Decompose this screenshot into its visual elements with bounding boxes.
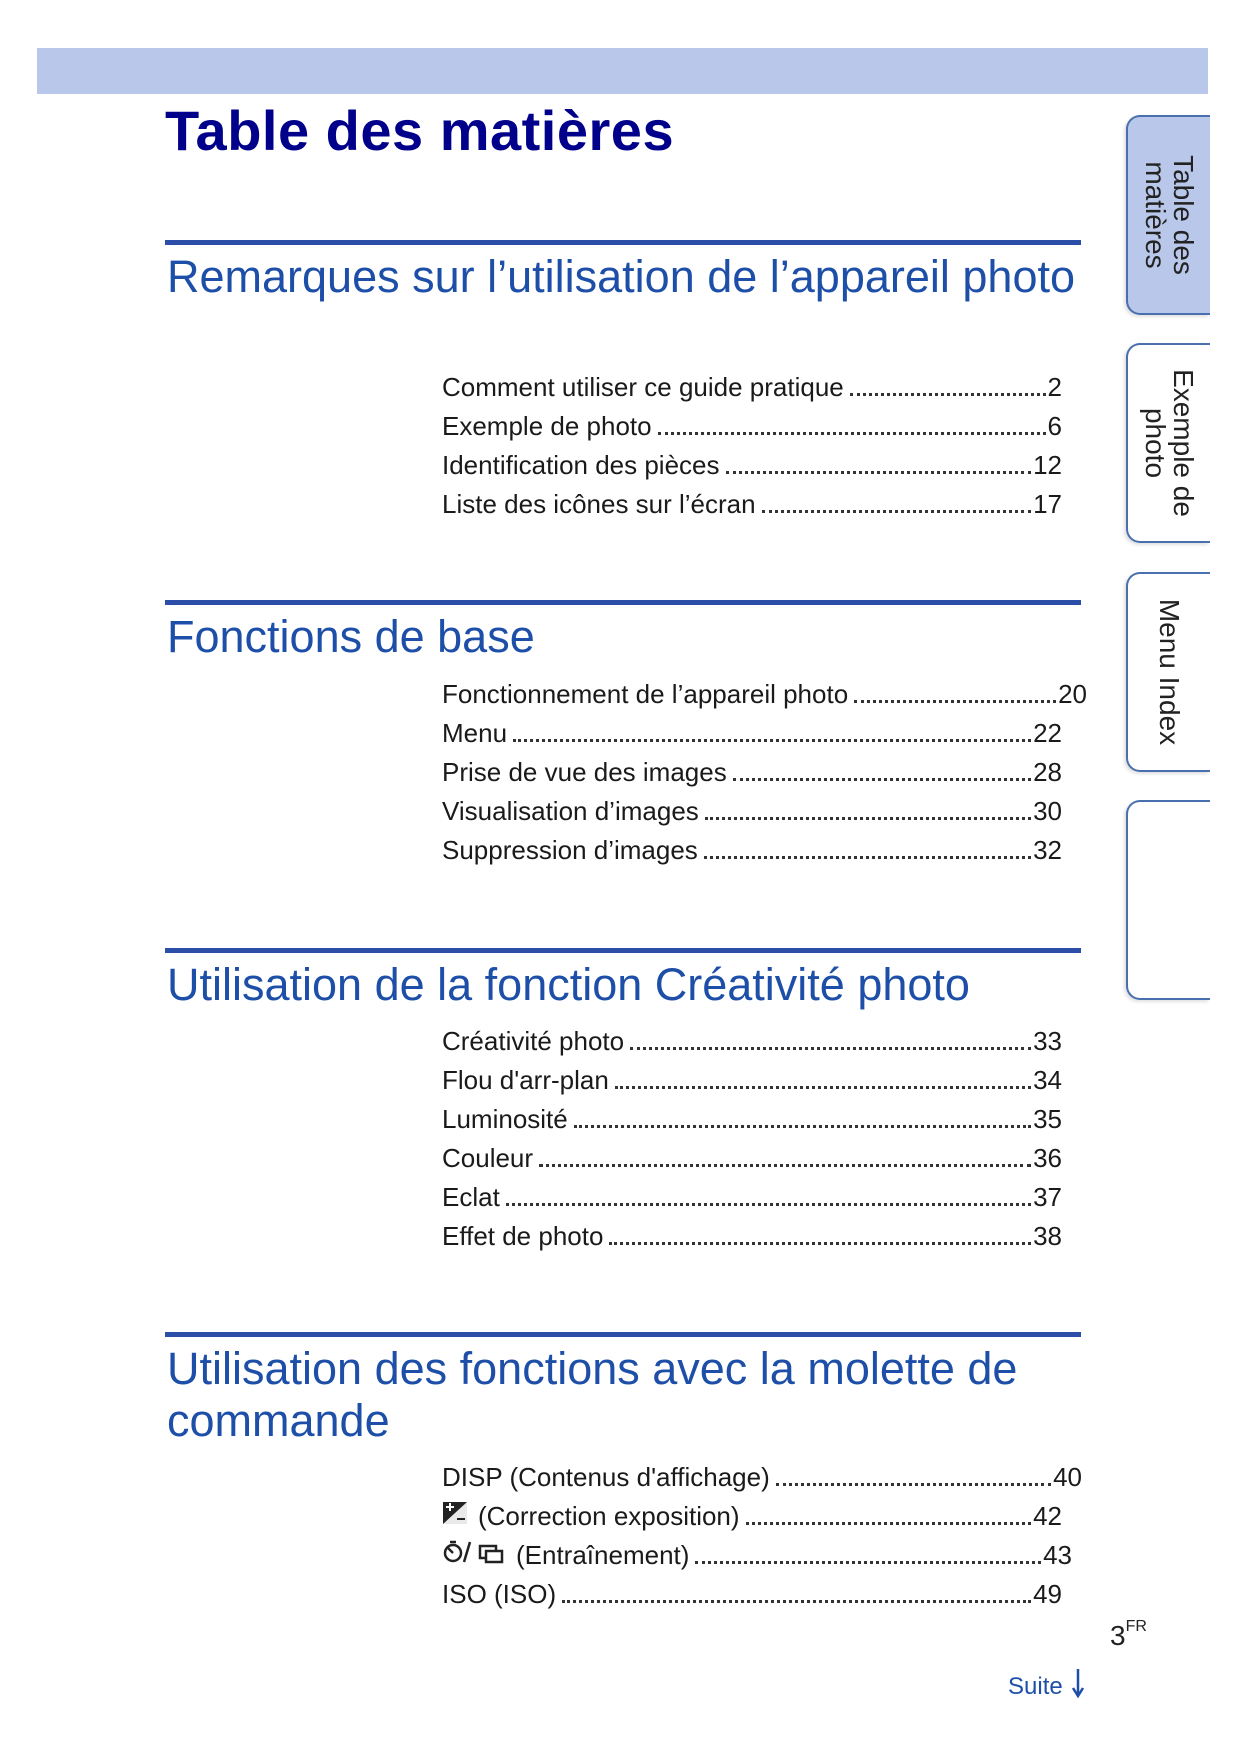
toc-entry-page: 42 — [1033, 1501, 1062, 1531]
toc-entry[interactable] — [442, 1061, 1062, 1100]
toc-entry-page: 17 — [1033, 489, 1062, 519]
toc-entry-label: Identification des pièces — [442, 450, 720, 480]
toc-entry[interactable] — [442, 753, 1062, 792]
toc-entry-page: 22 — [1033, 718, 1062, 748]
toc-entry-label: Prise de vue des images — [442, 757, 727, 787]
toc-entry-label: Visualisation d’images — [442, 796, 699, 826]
toc-list-remarques — [442, 368, 1062, 524]
suite-link[interactable] — [1008, 1668, 1085, 1705]
dot-leader — [850, 393, 1046, 396]
dot-leader — [854, 700, 1056, 703]
toc-entry-page: 35 — [1033, 1104, 1062, 1134]
toc-entry-label: Effet de photo — [442, 1221, 604, 1251]
toc-entry-label: Luminosité — [442, 1104, 568, 1134]
toc-entry-label: (Entraînement) — [516, 1540, 690, 1570]
toc-entry-label: Liste des icônes sur l’écran — [442, 489, 756, 519]
dot-leader — [705, 817, 1031, 820]
toc-entry[interactable] — [442, 1458, 1082, 1497]
section-molette-de-commande — [165, 1332, 1081, 1447]
toc-entry[interactable] — [442, 1536, 1072, 1575]
toc-entry-label: Comment utiliser ce guide pratique — [442, 372, 844, 402]
toc-list-molette-de-commande — [442, 1458, 1082, 1614]
header-band — [37, 48, 1208, 94]
toc-entry-page: 38 — [1033, 1221, 1062, 1251]
section-fonctions-de-base — [165, 600, 1081, 663]
toc-entry[interactable] — [442, 1139, 1062, 1178]
dot-leader — [733, 778, 1031, 781]
tab-label: Exemple de photo — [1140, 369, 1199, 517]
toc-entry-label: Fonctionnement de l’appareil photo — [442, 679, 849, 709]
toc-entry-page: 49 — [1033, 1579, 1062, 1609]
toc-entry-page: 36 — [1033, 1143, 1062, 1173]
dot-leader — [704, 856, 1031, 859]
section-heading[interactable]: Remarques sur l’utilisation de l’appareil photo — [167, 251, 1075, 302]
toc-entry[interactable] — [442, 446, 1062, 485]
toc-entry[interactable] — [442, 1100, 1062, 1139]
toc-entry[interactable] — [442, 485, 1062, 524]
section-divider — [165, 1332, 1081, 1337]
tab-menu-index[interactable] — [1126, 572, 1210, 772]
toc-entry-page: 12 — [1033, 450, 1062, 480]
exposure-compensation-icon — [442, 1497, 468, 1536]
toc-entry[interactable] — [442, 714, 1062, 753]
toc-entry-page: 34 — [1033, 1065, 1062, 1095]
section-heading[interactable]: Utilisation des fonctions avec la molette de commande — [167, 1343, 1018, 1446]
tab-label: Menu Index — [1154, 598, 1185, 746]
self-timer-drive-icon — [442, 1536, 506, 1575]
toc-entry-page: 33 — [1033, 1026, 1062, 1056]
section-creativite-photo — [165, 948, 1081, 1011]
suite-label: Suite — [1008, 1672, 1063, 1700]
dot-leader — [695, 1561, 1041, 1564]
section-divider — [165, 948, 1081, 953]
toc-entry[interactable] — [442, 1178, 1062, 1217]
toc-list-creativite-photo — [442, 1022, 1062, 1256]
dot-leader — [658, 432, 1046, 435]
dot-leader — [726, 471, 1032, 474]
page-title: Table des matières — [165, 99, 675, 162]
toc-entry-label: Exemple de photo — [442, 411, 652, 441]
toc-entry-page: 32 — [1033, 835, 1062, 865]
toc-entry[interactable] — [442, 1497, 1062, 1536]
section-divider — [165, 240, 1081, 245]
section-heading[interactable]: Utilisation de la fonction Créativité photo — [167, 959, 970, 1010]
toc-entry-page: 40 — [1053, 1462, 1082, 1492]
dot-leader — [539, 1164, 1031, 1167]
toc-entry-page: 2 — [1047, 372, 1062, 402]
dot-leader — [762, 510, 1031, 513]
toc-list-fonctions-de-base — [442, 675, 1087, 870]
section-heading[interactable]: Fonctions de base — [167, 611, 535, 662]
toc-entry-label: Menu — [442, 718, 508, 748]
toc-entry-label: DISP (Contenus d'affichage) — [442, 1462, 770, 1492]
toc-entry[interactable] — [442, 1022, 1062, 1061]
page-number — [1110, 1620, 1147, 1652]
dot-leader — [746, 1522, 1032, 1525]
section-remarques — [165, 240, 1081, 303]
toc-entry-label: Suppression d’images — [442, 835, 698, 865]
arrow-down-icon — [1071, 1668, 1085, 1705]
toc-entry[interactable] — [442, 1217, 1062, 1256]
toc-entry[interactable] — [442, 792, 1062, 831]
toc-entry-page: 30 — [1033, 796, 1062, 826]
toc-entry-label: (Correction exposition) — [478, 1501, 740, 1531]
tab-exemple-de-photo[interactable] — [1126, 343, 1210, 543]
toc-entry[interactable] — [442, 407, 1062, 446]
dot-leader — [513, 739, 1031, 742]
toc-entry[interactable] — [442, 831, 1062, 870]
dot-leader — [615, 1086, 1031, 1089]
tab-label: Table des matières — [1140, 155, 1199, 275]
dot-leader — [630, 1047, 1031, 1050]
page-number-value: 3 — [1110, 1620, 1126, 1651]
toc-entry-label: Eclat — [442, 1182, 500, 1212]
toc-entry-page: 20 — [1058, 679, 1087, 709]
toc-entry-label: Couleur — [442, 1143, 534, 1173]
toc-entry-label: ISO (ISO) — [442, 1579, 557, 1609]
dot-leader — [609, 1242, 1031, 1245]
toc-entry-page: 43 — [1043, 1540, 1072, 1570]
toc-entry-page: 28 — [1033, 757, 1062, 787]
toc-entry[interactable] — [442, 675, 1087, 714]
toc-entry[interactable] — [442, 368, 1062, 407]
toc-entry[interactable] — [442, 1575, 1062, 1614]
toc-entry-label: Flou d'arr-plan — [442, 1065, 609, 1095]
dot-leader — [562, 1600, 1031, 1603]
tab-blank[interactable] — [1126, 800, 1210, 1000]
tab-table-des-matieres[interactable] — [1126, 115, 1210, 315]
toc-entry-page: 37 — [1033, 1182, 1062, 1212]
toc-entry-page: 6 — [1047, 411, 1062, 441]
dot-leader — [574, 1125, 1031, 1128]
section-divider — [165, 600, 1081, 605]
toc-entry-label: Créativité photo — [442, 1026, 625, 1056]
dot-leader — [506, 1203, 1031, 1206]
dot-leader — [776, 1483, 1051, 1486]
page-number-suffix: FR — [1125, 1618, 1147, 1635]
